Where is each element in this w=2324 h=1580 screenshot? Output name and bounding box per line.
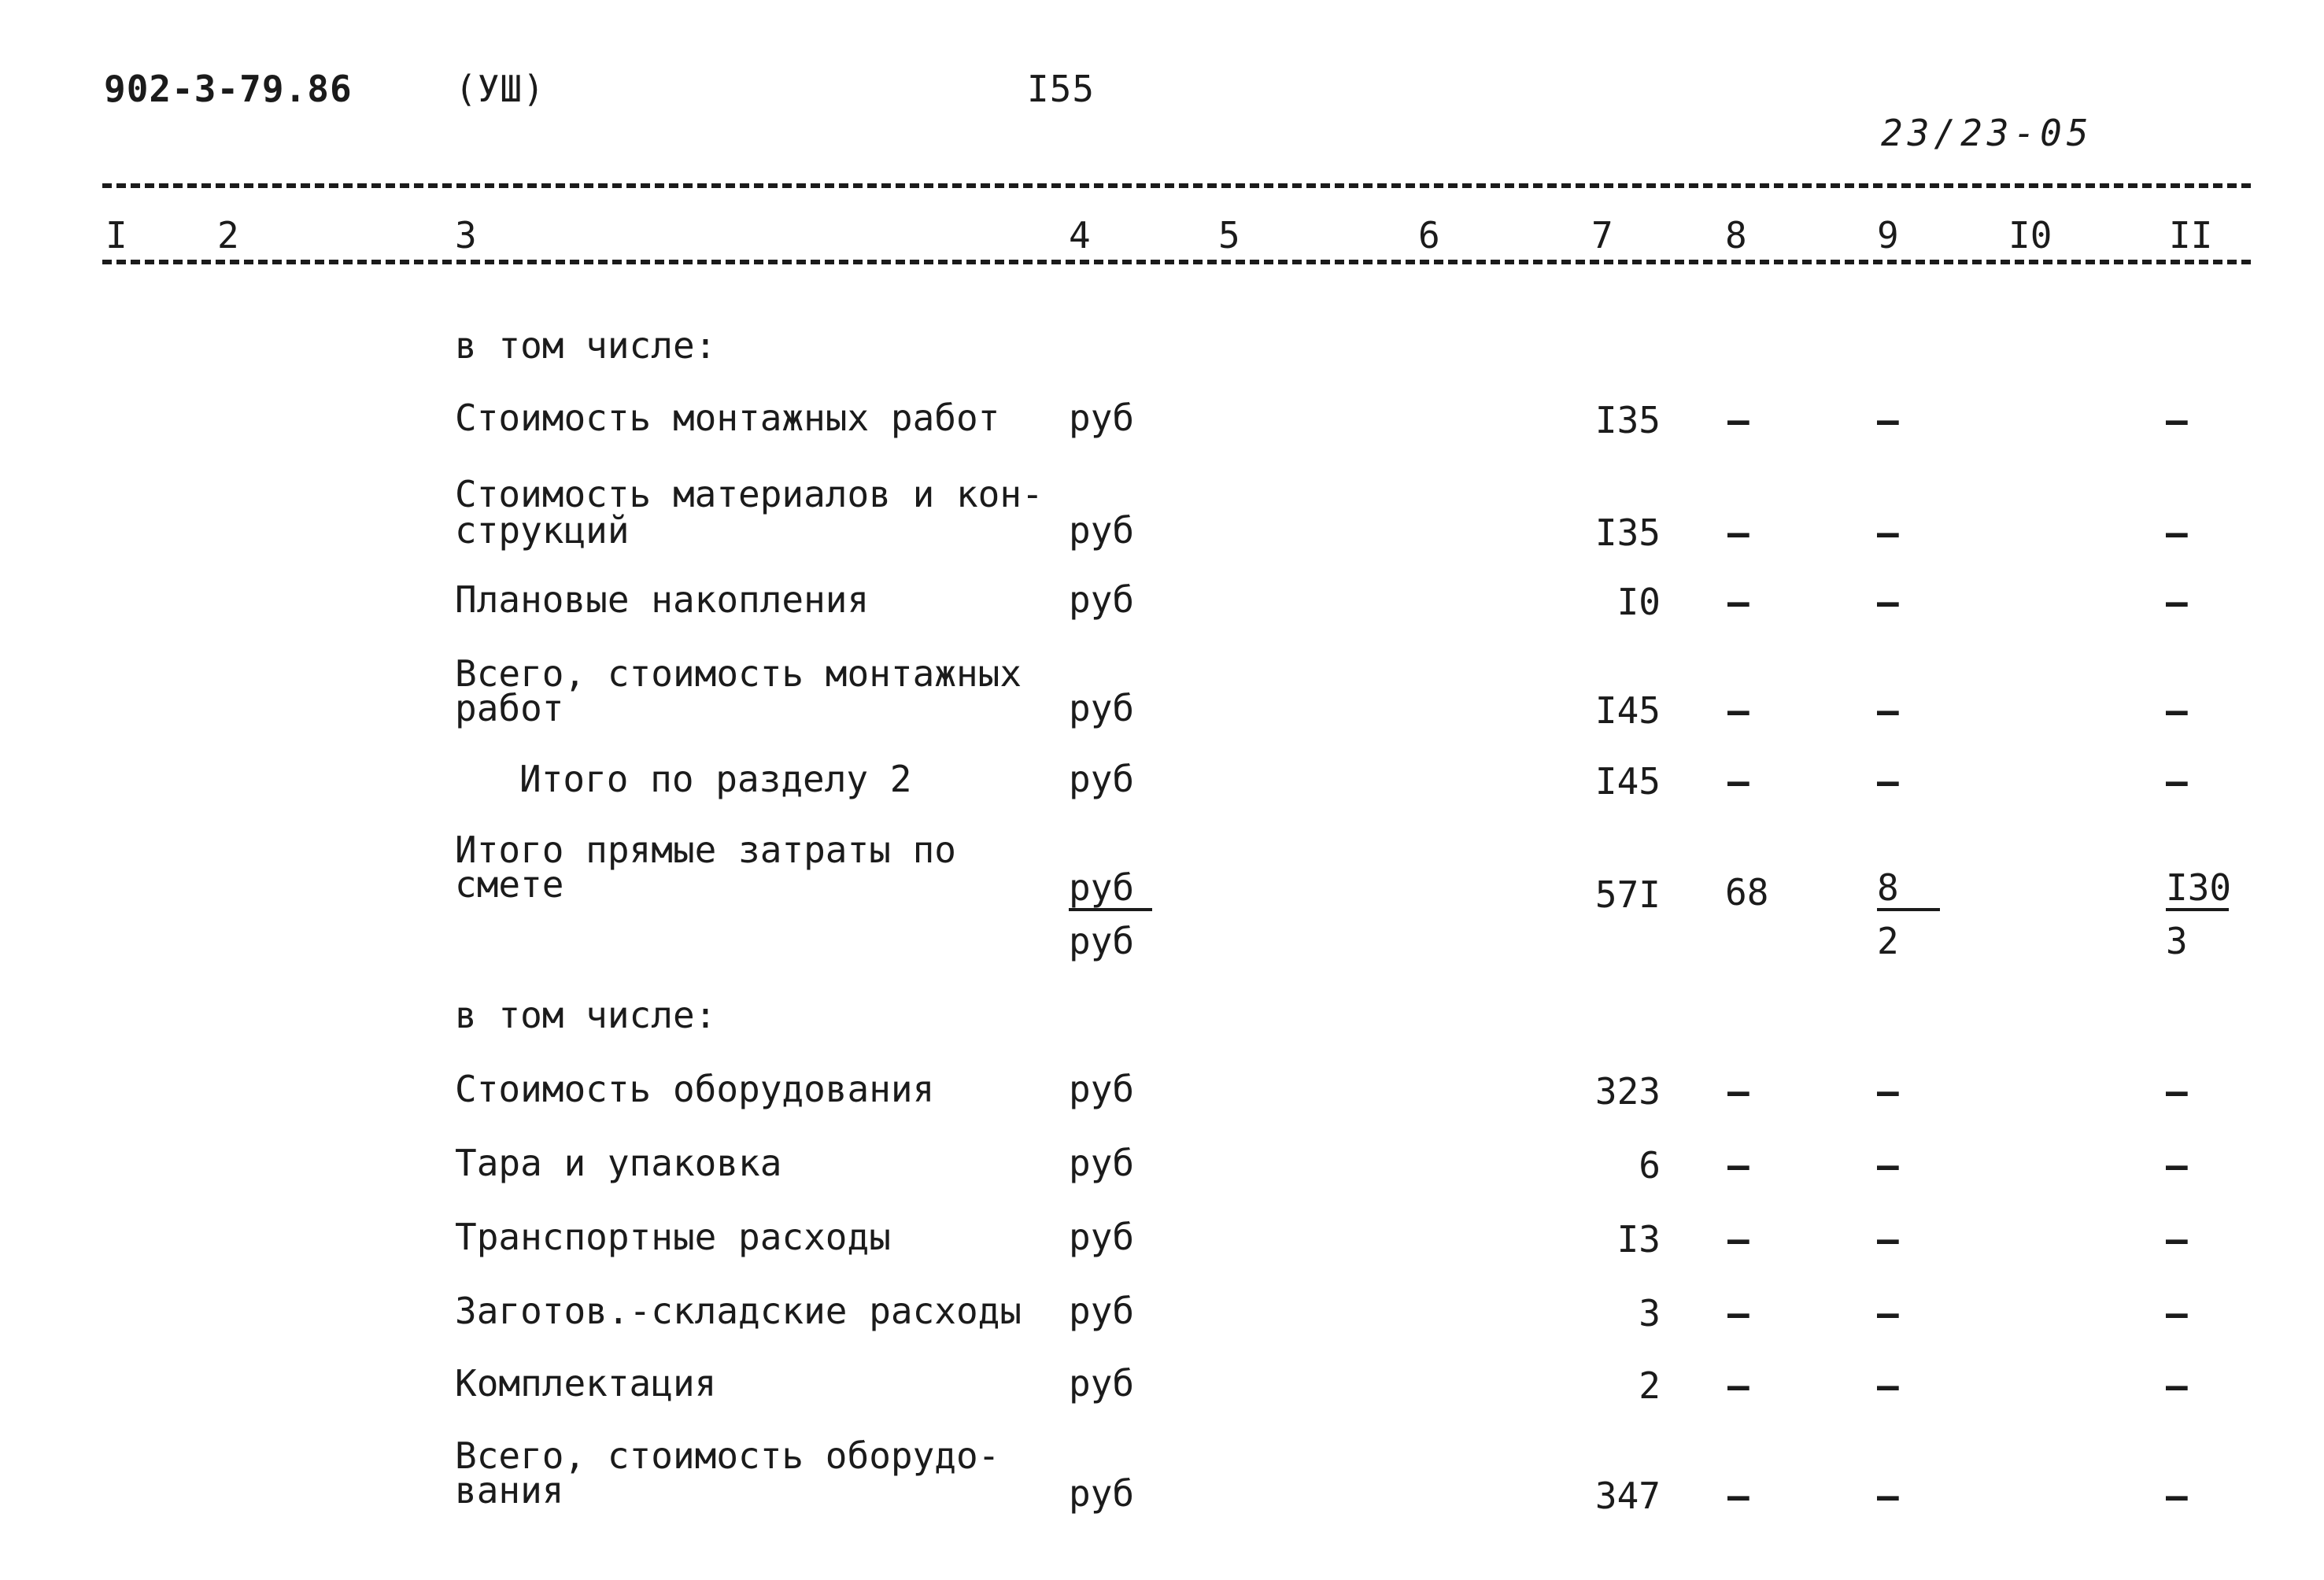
row-unit: руб bbox=[1069, 687, 1135, 729]
row-label: Стоимость оборудования bbox=[455, 1068, 935, 1110]
row-label-continuation: струкций bbox=[455, 509, 630, 552]
column-number-5: 5 bbox=[1218, 214, 1240, 257]
row-value-col8: – bbox=[1727, 1364, 1749, 1407]
row-label: Плановые накопления bbox=[455, 578, 870, 621]
row-value-col11: – bbox=[2166, 760, 2188, 803]
section-subheading: в том числе: bbox=[455, 994, 717, 1036]
row-value-col9: – bbox=[1877, 399, 1899, 441]
row-unit: руб bbox=[1069, 1068, 1135, 1110]
row-value-col11: – bbox=[2166, 689, 2188, 732]
row-value-col8: – bbox=[1727, 1292, 1749, 1335]
row-label-continuation: вания bbox=[455, 1469, 564, 1512]
row-value-col7: 2 bbox=[1639, 1364, 1661, 1407]
row-value-col9: – bbox=[1877, 689, 1899, 732]
document-code: 902-3-79.86 bbox=[104, 68, 353, 110]
row-value-col8: – bbox=[1727, 760, 1749, 803]
column-number-8: 8 bbox=[1725, 214, 1747, 257]
row-value-col7: I0 bbox=[1616, 581, 1661, 623]
row-value-col8: – bbox=[1727, 1475, 1749, 1517]
column-number-1: I bbox=[105, 214, 127, 257]
direct-costs-label-continuation: смете bbox=[455, 863, 564, 906]
row-value-col9: – bbox=[1877, 581, 1899, 623]
row-value-col11: – bbox=[2166, 1364, 2188, 1407]
row-value-col11: – bbox=[2166, 1144, 2188, 1187]
column-header-dashed-rule bbox=[102, 260, 2251, 264]
row-unit: руб bbox=[1069, 397, 1135, 439]
column-number-6: 6 bbox=[1418, 214, 1440, 257]
row-label-continuation: работ bbox=[455, 687, 564, 729]
row-value-col7: I35 bbox=[1594, 511, 1661, 554]
row-value-col9: – bbox=[1877, 1144, 1899, 1187]
column-number-7: 7 bbox=[1591, 214, 1613, 257]
row-label: Всего, стоимость монтажных bbox=[455, 652, 1022, 695]
row-value-col7: 6 bbox=[1639, 1144, 1661, 1187]
row-value-col7: 323 bbox=[1594, 1070, 1661, 1113]
row-value-col9: – bbox=[1877, 760, 1899, 803]
column-number-3: 3 bbox=[455, 214, 477, 257]
row-value-col11-numerator: I30 bbox=[2166, 869, 2229, 911]
row-unit: руб bbox=[1069, 758, 1135, 800]
row-label: Заготов.-складские расходы bbox=[455, 1290, 1022, 1332]
row-value-col11-denominator: 3 bbox=[2166, 920, 2188, 962]
row-value-col9: – bbox=[1877, 1364, 1899, 1407]
row-unit: руб bbox=[1069, 1290, 1135, 1332]
row-label: Тара и упаковка bbox=[455, 1142, 782, 1184]
column-number-10: I0 bbox=[2008, 214, 2052, 257]
row-value-col8: – bbox=[1727, 399, 1749, 441]
sheet-reference: 23/23-05 bbox=[1881, 112, 2093, 154]
row-value-col9: – bbox=[1877, 1070, 1899, 1113]
row-value-col9: – bbox=[1877, 1292, 1899, 1335]
top-dashed-rule bbox=[102, 183, 2251, 188]
row-value-col8: 68 bbox=[1725, 871, 1769, 914]
document-series: (УШ) bbox=[455, 68, 545, 110]
section-subheading: в том числе: bbox=[455, 324, 717, 367]
row-unit: руб bbox=[1069, 509, 1135, 552]
column-number-11: II bbox=[2169, 214, 2213, 257]
row-value-col9-denominator: 2 bbox=[1877, 920, 1899, 962]
row-value-col9-numerator: 8 bbox=[1877, 869, 1940, 911]
row-value-col9: – bbox=[1877, 1475, 1899, 1517]
row-value-col9: – bbox=[1877, 1218, 1899, 1261]
row-value-col8: – bbox=[1727, 1218, 1749, 1261]
row-value-col7: 347 bbox=[1594, 1475, 1661, 1517]
column-number-2: 2 bbox=[217, 214, 239, 257]
row-value-col11: – bbox=[2166, 511, 2188, 554]
row-unit: руб bbox=[1069, 1472, 1135, 1515]
row-value-col8: – bbox=[1727, 689, 1749, 732]
row-unit: руб bbox=[1069, 578, 1135, 621]
section-total-label: Итого по разделу 2 bbox=[519, 758, 912, 800]
row-value-col9: – bbox=[1877, 511, 1899, 554]
row-value-col7: I3 bbox=[1616, 1218, 1661, 1261]
row-value-col11: – bbox=[2166, 1475, 2188, 1517]
row-unit: руб bbox=[1069, 1362, 1135, 1405]
direct-costs-label: Итого прямые затраты по bbox=[455, 829, 956, 871]
row-value-col7: 3 bbox=[1639, 1292, 1661, 1335]
row-value-col11: – bbox=[2166, 399, 2188, 441]
row-value-col8: – bbox=[1727, 511, 1749, 554]
row-value-col11: – bbox=[2166, 1070, 2188, 1113]
row-label: Стоимость материалов и кон- bbox=[455, 473, 1044, 515]
row-value-col11: – bbox=[2166, 581, 2188, 623]
row-value-col7: I45 bbox=[1594, 760, 1661, 803]
row-value-col7: I45 bbox=[1594, 689, 1661, 732]
row-unit-numerator: руб bbox=[1069, 869, 1152, 911]
row-unit: руб bbox=[1069, 1216, 1135, 1258]
row-value-col8: – bbox=[1727, 581, 1749, 623]
row-value-col11: – bbox=[2166, 1292, 2188, 1335]
row-label: Комплектация bbox=[455, 1362, 717, 1405]
row-value-col8: – bbox=[1727, 1144, 1749, 1187]
row-label: Стоимость монтажных работ bbox=[455, 397, 1000, 439]
row-value-col8: – bbox=[1727, 1070, 1749, 1113]
page-number: I55 bbox=[1027, 68, 1095, 110]
row-unit-denominator: руб bbox=[1069, 920, 1135, 962]
column-number-9: 9 bbox=[1877, 214, 1899, 257]
column-number-4: 4 bbox=[1069, 214, 1091, 257]
row-value-col7: I35 bbox=[1594, 399, 1661, 441]
row-value-col11: – bbox=[2166, 1218, 2188, 1261]
row-unit: руб bbox=[1069, 1142, 1135, 1184]
row-label: Всего, стоимость оборудо- bbox=[455, 1434, 1000, 1477]
row-value-col7: 57I bbox=[1594, 873, 1661, 916]
row-label: Транспортные расходы bbox=[455, 1216, 891, 1258]
